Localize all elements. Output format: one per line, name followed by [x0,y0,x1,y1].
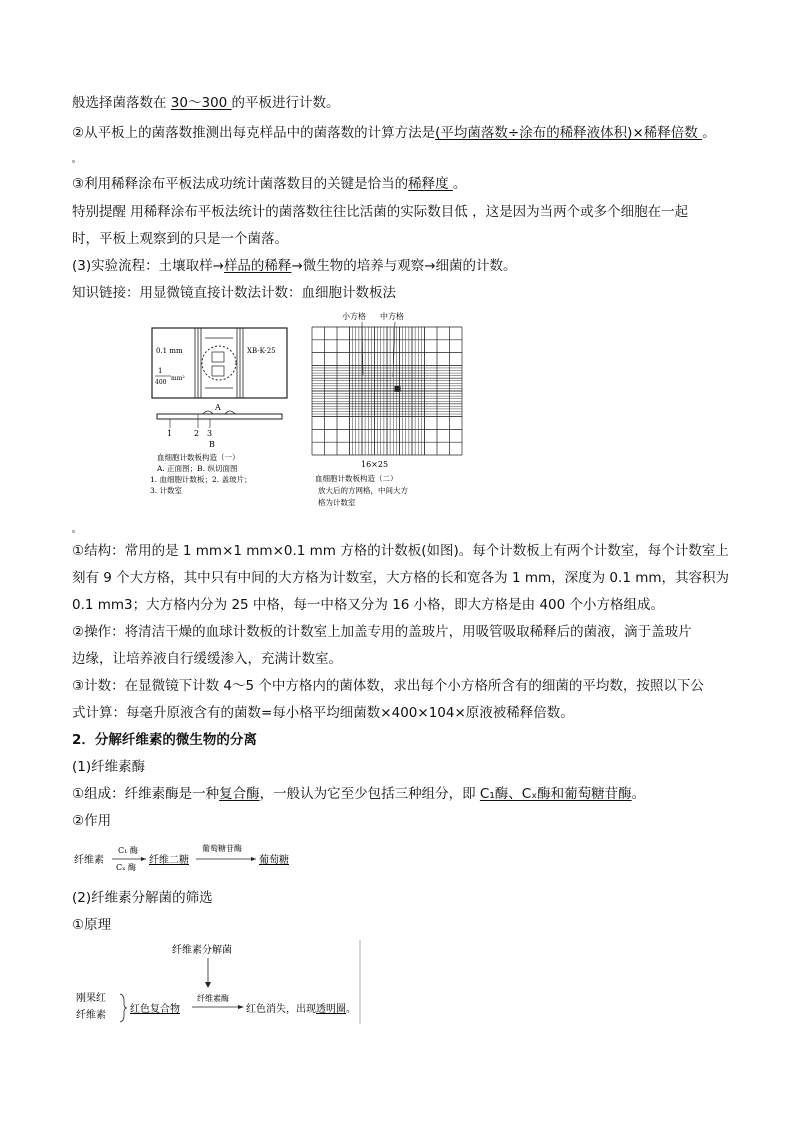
sentence-key-dilution: ③利用稀释涂布平板法成功统计菌落数目的关键是恰当的稀释度 。 [72,176,467,192]
enzyme-c1: C₁ 酶 [118,846,138,855]
structure-line-1: ①结构：常用的是 1 mm×1 mm×0.1 mm 方格的计数板(如图)。每个计数板上有两个计数室，每个计数室上 [72,543,729,559]
enzyme-label: 纤维素酶 [197,994,229,1003]
view-label-b: B [209,440,215,449]
fig1-caption-1: 血细胞计数板构造（一） [157,453,240,462]
side-view-slide [157,414,282,419]
answer-complex-enzyme: 复合酶 [219,786,260,802]
depth-label: 0.1 mm [156,347,183,355]
cellulose-label: 纤维素 [76,1010,106,1021]
fig1-caption-2: A. 正面图；B. 纵切面图 [157,464,238,473]
hemocytometer-figure-2 [300,305,475,520]
subheading-screening: (2)纤维素分解菌的筛选 [72,890,213,906]
small-square-label: 小方格 [342,312,366,321]
slide-outline [152,328,287,398]
enzyme-cx: Cₓ 酶 [116,863,137,872]
congo-red-principle-diagram [72,938,372,1028]
highlighted-medium-square [395,386,401,392]
answer-enzyme-components: C₁酶、Cₓ酶和葡萄糖苷酶 [479,786,632,802]
view-label-a: A [215,403,221,412]
knowledge-link: 知识链接：用显微镜直接计数法计数：血细胞计数板法 [72,285,396,301]
red-complex: 红色复合物 [130,1004,180,1015]
operation-line-1: ②操作：将清洁干燥的血球计数板的计数室上加盖专用的盖玻片，用吸管吸取稀释后的菌液，滴于盖玻片 [72,624,692,640]
fig2-caption-1: 血细胞计数板构造（二） [315,474,398,483]
section-heading-2: 2．分解纤维素的微生物的分离 [72,732,257,748]
congo-red-label: 刚果红 [76,993,106,1004]
cellulase-reaction [72,838,312,876]
medium-square-label: 中方格 [380,312,404,321]
brace [120,994,127,1022]
enzyme-glucosidase: 葡萄糖苷酶 [202,844,242,853]
chamber-circle [202,346,236,380]
counting-line-1: ③计数：在显微镜下计数 4～5 个中方格内的菌体数，求出每个小方格所含有的细菌的平均数，按照以下公 [72,678,704,694]
counting-line-2: 式计算：每毫升原液含有的菌数=每小格平均细菌数×400×104×原液被稀释倍数。 [72,705,574,721]
area-unit: mm² [171,375,185,382]
answer-dilution: 稀释度 [408,176,453,192]
fig2-caption-2: 放大后的方网格，中间大方 [318,486,408,495]
grid-count-label: 16×25 [361,460,389,469]
margin-dot [72,160,75,163]
label-2: 2 [194,429,200,438]
principle-label: ①原理 [72,917,112,933]
label-3: 3 [207,429,213,438]
area-fraction-num: 1 [158,367,163,375]
substrate-cellulose: 纤维素 [74,855,104,866]
grid-box-lower [212,366,224,376]
hemocytometer-figure-1 [145,318,295,518]
special-reminder-line-1: 特别提醒 用稀释涂布平板法统计的菌落数往往比活菌的实际数目低 ，这是因为当两个或多个细胞在一起 [72,204,689,220]
cellulase-composition: ①组成：纤维素酶是一种复合酶，一般认为它至少包括三种组分，即 C₁酶、Cₓ酶和葡萄糖苷酶。 [72,786,646,802]
answer-sample-dilution: 样品的稀释 [223,258,292,274]
product-glucose: 葡萄糖 [259,855,289,866]
margin-dot [72,530,75,533]
answer-30-300: 30～300 [170,95,232,111]
counting-grid [312,327,462,455]
sentence-calc-method: ②从平板上的菌落数推测出每克样品中的菌落数的计算方法是(平均菌落数÷涂布的稀释液体积)×稀释倍数 。 [72,125,716,141]
grid-box-upper [212,352,224,362]
special-reminder-line-2: 时，平板上观察到的只是一个菌落。 [72,231,288,247]
cellulose-decomposer: 纤维素分解菌 [172,945,232,956]
experiment-process: (3)实验流程：土壤取样→样品的稀释→微生物的培养与观察→细菌的计数。 [72,258,517,274]
subheading-cellulase: (1)纤维素酶 [72,759,146,775]
structure-line-3: 0.1 mm3；大方格内分为 25 中格，每一中格又分为 16 小格，即大方格是由 400 个小方格组成。 [72,597,665,613]
result-text: 红色消失，出现透明圈。 [246,1004,356,1015]
structure-line-2: 刻有 9 个大方格，其中只有中间的大方格为计数室，大方格的长和宽各为 1 mm，深度为 0.1 mm，其容积为 [72,570,729,586]
label-1: 1 [167,429,173,438]
operation-line-2: 边缘，让培养液自行缓缓渗入，充满计数室。 [72,651,342,667]
answer-formula: (平均菌落数÷涂布的稀释液体积)×稀释倍数 [435,125,703,141]
cellulase-role: ②作用 [72,813,112,829]
model-code: XB-K-25 [247,347,276,355]
fig1-caption-4: 3. 计数室 [150,486,183,495]
sentence-plate-count-range: 般选择菌落数在 30～300 的平板进行计数。 [72,95,340,111]
fig1-caption-3: 1. 血细胞计数板；2. 盖玻片； [150,475,252,484]
fig2-caption-3: 格为计数室 [318,498,356,507]
product-cellobiose: 纤维二糖 [149,855,189,866]
area-fraction-den: 400 [155,379,167,386]
